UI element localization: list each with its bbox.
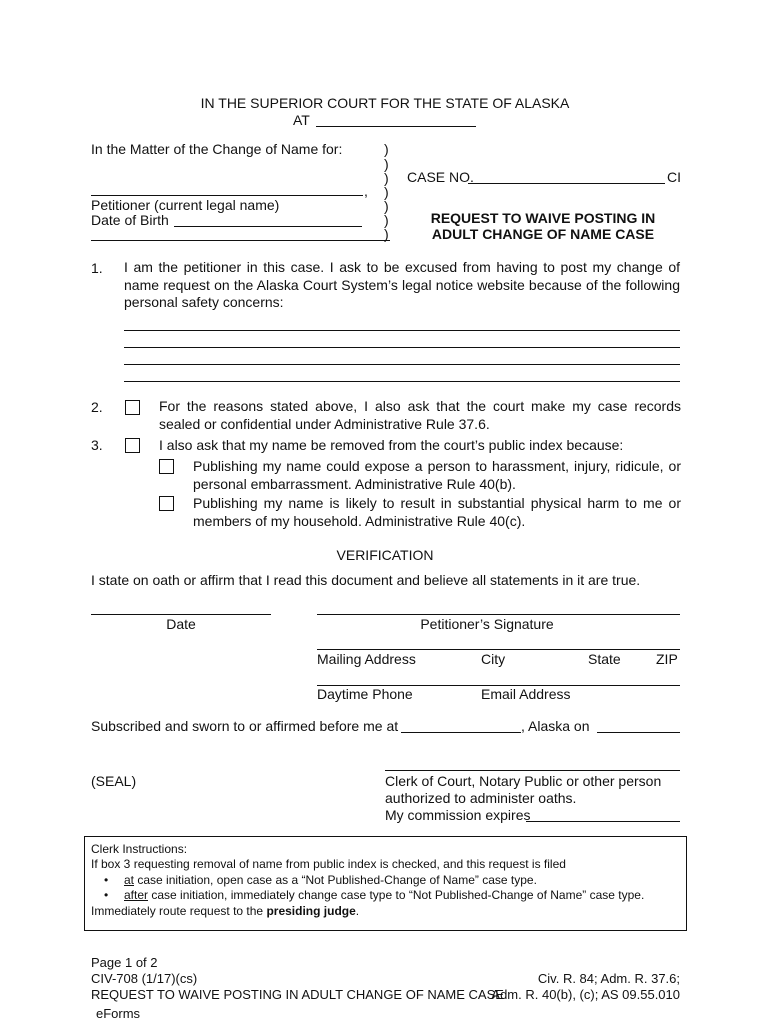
clerk-instructions-intro: If box 3 requesting removal of name from public index is checked, and this request is filed <box>91 857 566 871</box>
clerk-bullet-1 <box>124 873 537 888</box>
item2-text: For the reasons stated above, I also ask that the court make my case records sealed or confidential under Administrative Rule 37.6. <box>159 398 681 432</box>
signature-label: Petitioner’s Signature <box>420 616 554 632</box>
seal-label: (SEAL) <box>91 773 137 789</box>
city-label: City <box>481 651 506 667</box>
sworn-date-field[interactable] <box>597 732 680 733</box>
caption-paren: ) <box>384 212 389 228</box>
caption-paren: ) <box>384 184 389 200</box>
email-address-label: Email Address <box>481 686 571 702</box>
form-title-footer: REQUEST TO WAIVE POSTING IN ADULT CHANGE OF NAME CASE <box>91 987 504 1002</box>
matter-label: In the Matter of the Change of Name for: <box>91 141 343 157</box>
bullet-icon: • <box>104 873 109 887</box>
court-location-label: AT <box>293 112 310 128</box>
item3b-text: Publishing my name is likely to result in substantial physical harm to me or members of my household. Administrative Rule 40(c). <box>193 495 681 529</box>
item2-checkbox[interactable] <box>125 400 140 415</box>
caption-paren: ) <box>384 198 389 214</box>
bullet1-text: case initiation, open case as a “Not Published-Change of Name” case type. <box>134 873 537 887</box>
item-number: 3. <box>91 437 103 453</box>
mailing-address-field[interactable] <box>317 649 680 650</box>
verification-heading: VERIFICATION <box>336 547 434 563</box>
item3a-text: Publishing my name could expose a person to harassment, injury, ridicule, or personal embarrassment. Administrative Rule 40(b). <box>193 458 681 492</box>
route-suffix: . <box>355 904 360 918</box>
caption-paren: ) <box>384 156 389 172</box>
zip-label: ZIP <box>656 651 678 667</box>
clerk-line1: Clerk of Court, Notary Public or other person <box>385 773 662 789</box>
item1-text: I am the petitioner in this case. I ask to be excused from having to post my change of name request on the Alaska Court System’s legal notice website because of the following personal safety concerns: <box>124 259 680 310</box>
safety-concerns-line[interactable] <box>124 330 680 331</box>
item3a-checkbox[interactable] <box>159 459 174 474</box>
caption-bottom-line <box>91 240 390 241</box>
caption-paren: ) <box>384 141 389 157</box>
item3-checkbox[interactable] <box>125 438 140 453</box>
route-prefix: Immediately route request to the <box>91 904 267 918</box>
route-judge: presiding judge <box>266 904 356 918</box>
case-no-field[interactable] <box>468 183 665 184</box>
date-field[interactable] <box>91 614 271 615</box>
date-label: Date <box>166 616 196 632</box>
bullet-icon: • <box>104 888 109 902</box>
case-no-label: CASE NO. <box>407 169 474 185</box>
daytime-phone-label: Daytime Phone <box>317 686 413 702</box>
form-number: CIV-708 (1/17)(cs) <box>91 971 198 986</box>
safety-concerns-line[interactable] <box>124 381 680 382</box>
eforms-brand: eForms <box>96 1006 141 1021</box>
item3-text: I also ask that my name be removed from the court’s public index because: <box>159 437 624 453</box>
court-location-field[interactable] <box>316 126 476 127</box>
rules-line2: Adm. R. 40(b), (c); AS 09.55.010 <box>491 987 680 1002</box>
state-label: State <box>588 651 621 667</box>
sworn-prefix: Subscribed and sworn to or affirmed before me at <box>91 718 399 734</box>
case-suffix: CI <box>667 169 681 185</box>
mailing-address-label: Mailing Address <box>317 651 416 667</box>
commission-label: My commission expires <box>385 807 531 823</box>
page-number: Page 1 of 2 <box>91 955 158 970</box>
bullet2-emphasis: after <box>124 888 149 902</box>
oath-statement: I state on oath or affirm that I read this document and believe all statements in it are true. <box>91 572 641 588</box>
bullet1-emphasis: at <box>124 873 135 887</box>
bullet2-text: case initiation, immediately change case type to “Not Published-Change of Name” case type. <box>148 888 645 902</box>
item-number: 1. <box>91 260 103 276</box>
document-title-line1: REQUEST TO WAIVE POSTING IN <box>430 210 656 226</box>
document-title-line2: ADULT CHANGE OF NAME CASE <box>431 226 655 242</box>
clerk-instructions-title: Clerk Instructions: <box>91 842 188 856</box>
clerk-signature-field[interactable] <box>385 770 680 771</box>
safety-concerns-line[interactable] <box>124 347 680 348</box>
item3b-checkbox[interactable] <box>159 496 174 511</box>
dob-label: Date of Birth <box>91 212 169 228</box>
clerk-line2: authorized to administer oaths. <box>385 790 577 806</box>
safety-concerns-line[interactable] <box>124 364 680 365</box>
clerk-route-line <box>91 904 359 919</box>
clerk-bullet-2 <box>124 888 644 903</box>
caption-comma: , <box>364 183 368 199</box>
dob-field[interactable] <box>174 226 362 227</box>
sworn-middle: , Alaska on <box>521 718 590 734</box>
signature-field[interactable] <box>317 614 680 615</box>
rules-line1: Civ. R. 84; Adm. R. 37.6; <box>537 971 680 986</box>
caption-paren: ) <box>384 226 389 242</box>
item-number: 2. <box>91 399 103 415</box>
petitioner-name-field[interactable] <box>91 195 363 196</box>
sworn-location-field[interactable] <box>401 732 521 733</box>
court-heading: IN THE SUPERIOR COURT FOR THE STATE OF ALASKA <box>200 95 570 111</box>
caption-paren: ) <box>384 170 389 186</box>
commission-expires-field[interactable] <box>526 821 680 822</box>
petitioner-label: Petitioner (current legal name) <box>91 197 280 213</box>
